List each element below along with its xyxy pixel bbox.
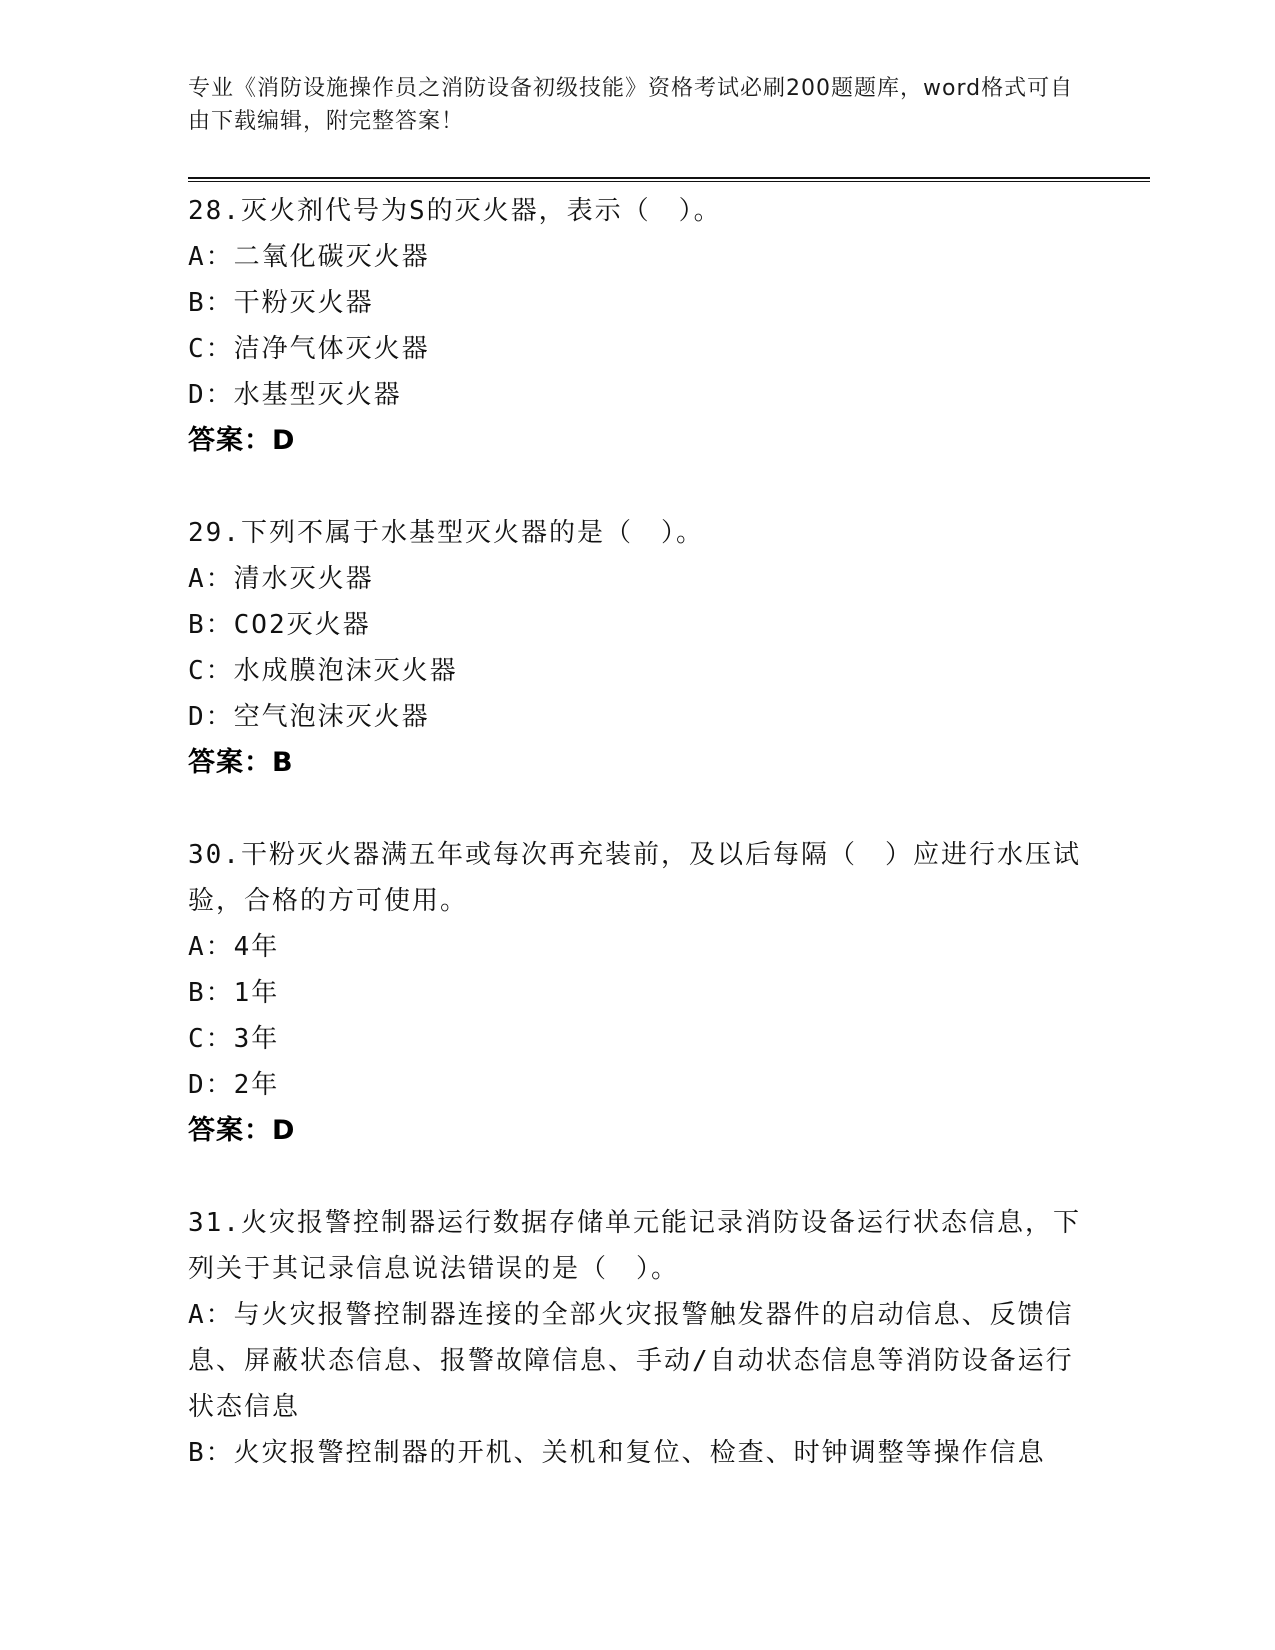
option-b: B：火灾报警控制器的开机、关机和复位、检查、时钟调整等操作信息 <box>188 1438 1046 1468</box>
question-stem: 29.下列不属于水基型灭火器的是（ ）。 <box>188 518 704 548</box>
question-29 <box>188 510 1088 786</box>
question-31 <box>188 1200 1088 1476</box>
question-stem: 31.火灾报警控制器运行数据存储单元能记录消防设备运行状态信息，下列关于其记录信息说法错误的是（ ）。 <box>188 1208 1081 1284</box>
question-28 <box>188 188 1088 464</box>
question-30 <box>188 832 1088 1154</box>
document-header: 专业《消防设施操作员之消防设备初级技能》资格考试必刷200题题库，word格式可自由下载编辑，附完整答案！ <box>188 76 1074 134</box>
option-a: A：与火灾报警控制器连接的全部火灾报警触发器件的启动信息、反馈信息、屏蔽状态信息、报警故障信息、手动/自动状态信息等消防设备运行状态信息 <box>188 1300 1074 1422</box>
option-a: A：清水灭火器 <box>188 564 374 594</box>
option-c: C：水成膜泡沫灭火器 <box>188 656 458 686</box>
option-d: D：2年 <box>188 1070 280 1100</box>
option-a: A：二氧化碳灭火器 <box>188 242 430 272</box>
option-c: C：洁净气体灭火器 <box>188 334 430 364</box>
option-c: C：3年 <box>188 1024 280 1054</box>
question-stem: 30.干粉灭火器满五年或每次再充装前，及以后每隔（ ）应进行水压试验，合格的方可使用。 <box>188 840 1081 916</box>
option-a: A：4年 <box>188 932 280 962</box>
header-divider-thin <box>188 181 1150 182</box>
answer-label: 答案：D <box>188 425 296 456</box>
question-stem: 28.灭火剂代号为S的灭火器，表示（ ）。 <box>188 196 722 226</box>
answer-label: 答案：B <box>188 747 294 778</box>
option-b: B：CO2灭火器 <box>188 610 371 640</box>
option-b: B：1年 <box>188 978 280 1008</box>
header-divider-thick <box>188 177 1150 179</box>
answer-label: 答案：D <box>188 1115 296 1146</box>
question-list <box>188 188 1088 1522</box>
option-b: B：干粉灭火器 <box>188 288 374 318</box>
option-d: D：水基型灭火器 <box>188 380 402 410</box>
option-d: D：空气泡沫灭火器 <box>188 702 430 732</box>
